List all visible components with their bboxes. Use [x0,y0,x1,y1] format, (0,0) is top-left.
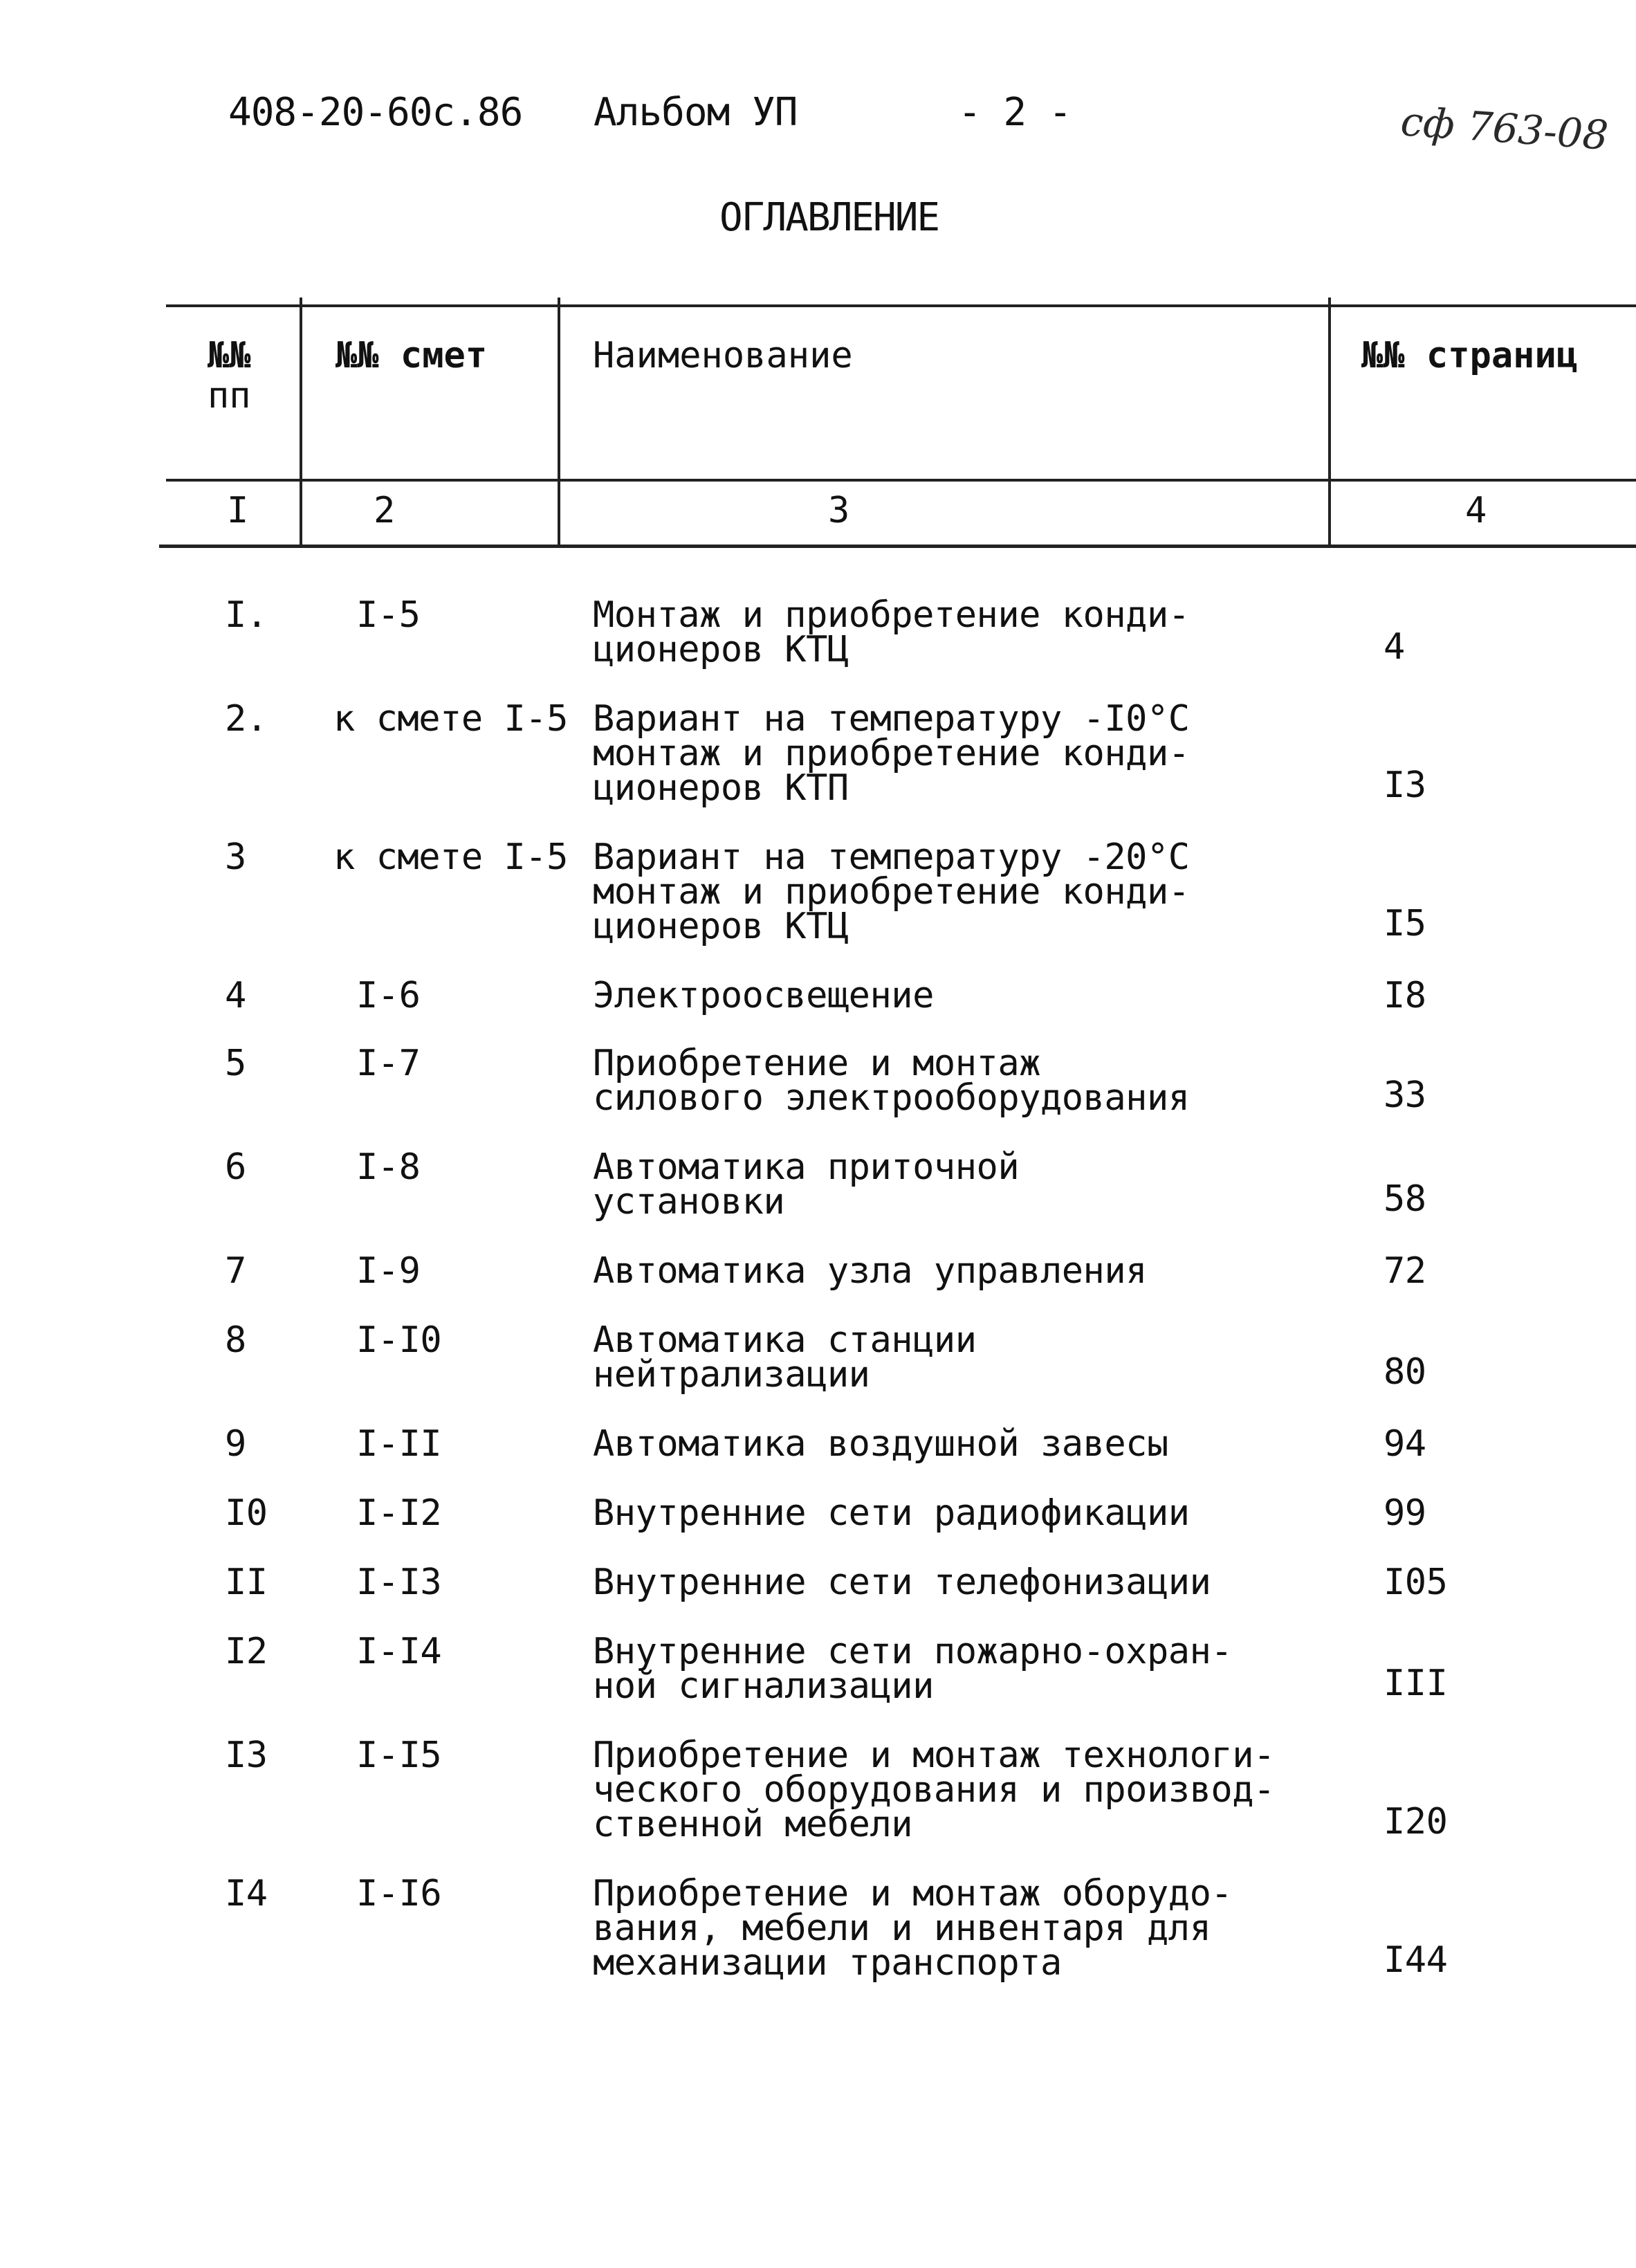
item-name [593,1735,1275,1845]
estimate-number: I-6 [356,975,421,1016]
item-name-line: Монтаж и приобретение конди- [593,594,1190,636]
row-number: I3 [225,1735,268,1776]
item-name [593,975,934,1016]
page-reference: 72 [1384,1250,1426,1292]
page-reference: III [1384,1663,1448,1704]
item-name-line: ционеров КТП [593,767,849,809]
item-name-line: Внутренние сети телефонизации [593,1562,1211,1603]
page-reference: I20 [1384,1801,1448,1842]
page-reference: 80 [1384,1351,1426,1393]
estimate-number: к смете I-5 [333,836,568,878]
item-name-line: нейтрализации [593,1354,870,1396]
item-name-line: установки [593,1181,785,1223]
estimate-number: I-I6 [356,1873,442,1914]
item-name-line: Приобретение и монтаж оборудо- [593,1873,1233,1914]
item-name [593,1250,1147,1292]
item-name-line: Автоматика приточной [593,1146,1020,1188]
document-code: 408-20-60с.86 [228,90,523,135]
estimate-number: к смете I-5 [333,698,568,740]
item-name-line: монтаж и приобретение конди- [593,871,1190,913]
estimate-number: I-9 [356,1250,421,1292]
item-name [593,836,1190,947]
item-name-line: ческого оборудования и производ- [593,1769,1275,1811]
estimate-number: I-I2 [356,1492,442,1534]
page-reference: 33 [1384,1074,1426,1116]
item-name-line: ственной мебели [593,1804,913,1845]
item-name [593,1146,1020,1223]
table-header-rule [166,479,1636,482]
estimate-number: I-II [356,1423,442,1465]
item-name-line: Вариант на температуру -I0°С [593,698,1190,740]
item-name-line: ной сигнализации [593,1665,934,1707]
column-divider [558,298,560,548]
item-name [593,1423,1168,1465]
header-row-number-line1: №№ [208,335,251,376]
item-name-line: Автоматика воздушной завесы [593,1423,1168,1465]
item-name-line: Внутренние сети пожарно-охран- [593,1631,1233,1672]
table-numbering-rule [159,545,1636,548]
estimate-number: I-I4 [356,1631,442,1672]
page-reference: I5 [1384,903,1426,944]
estimate-number: I-7 [356,1043,421,1084]
item-name [593,1562,1211,1603]
item-name-line: Приобретение и монтаж технологи- [593,1735,1275,1776]
row-number: I0 [225,1492,268,1534]
item-name-line: Внутренние сети радиофикации [593,1492,1190,1534]
handwritten-note: сф 763-08 [1399,98,1610,159]
item-name-line: механизации транспорта [593,1942,1062,1984]
page-reference: 99 [1384,1492,1426,1534]
page-reference: I05 [1384,1562,1448,1603]
row-number: 8 [225,1319,246,1361]
column-number: I [227,490,249,531]
page-reference: 58 [1384,1178,1426,1220]
row-number: 7 [225,1250,246,1292]
item-name [593,1492,1190,1534]
page-number: - 2 - [958,90,1072,135]
page-reference: 4 [1384,626,1405,668]
estimate-number: I-I0 [356,1319,442,1361]
row-number: I. [225,594,268,636]
page-title: ОГЛАВЛЕНИЕ [719,195,939,240]
item-name-line: монтаж и приобретение конди- [593,733,1190,774]
estimate-number: I-5 [356,594,421,636]
item-name [593,1043,1190,1119]
item-name-line: силового электрооборудования [593,1077,1190,1119]
page-reference: I8 [1384,975,1426,1016]
estimate-number: I-I5 [356,1735,442,1776]
row-number: 2. [225,698,268,740]
item-name [593,1319,977,1396]
page-reference: 94 [1384,1423,1426,1465]
item-name-line: Приобретение и монтаж [593,1043,1040,1084]
item-name-line: Вариант на температуру -20°С [593,836,1190,878]
estimate-number: I-I3 [356,1562,442,1603]
row-number: 5 [225,1043,246,1084]
column-number: 4 [1465,490,1487,531]
column-number: 2 [374,490,396,531]
item-name [593,594,1190,670]
item-name-line: ционеров КТЦ [593,629,849,670]
estimate-number: I-8 [356,1146,421,1188]
header-row-number-line2: пп [208,375,251,417]
item-name [593,698,1190,809]
header-name: Наименование [593,335,853,376]
row-number: I2 [225,1631,268,1672]
item-name-line: вания, мебели и инвентаря для [593,1908,1211,1949]
item-name-line: ционеров КТЦ [593,906,849,947]
row-number: 9 [225,1423,246,1465]
item-name-line: Автоматика узла управления [593,1250,1147,1292]
header-pages: №№ страниц [1361,335,1579,376]
row-number: 4 [225,975,246,1016]
item-name-line: Автоматика станции [593,1319,977,1361]
header-row-number [208,336,297,416]
row-number: 6 [225,1146,246,1188]
item-name-line: Электроосвещение [593,975,934,1016]
row-number: II [225,1562,268,1603]
item-name [593,1873,1233,1984]
table-top-rule [166,304,1636,307]
album-label: Альбом УП [594,90,798,135]
column-number: 3 [828,490,850,531]
page-reference: I44 [1384,1939,1448,1981]
column-divider [300,298,302,548]
header-estimates: №№ смет [336,335,488,376]
item-name [593,1631,1233,1707]
column-divider [1328,298,1331,548]
row-number: 3 [225,836,246,878]
page-reference: I3 [1384,765,1426,806]
row-number: I4 [225,1873,268,1914]
